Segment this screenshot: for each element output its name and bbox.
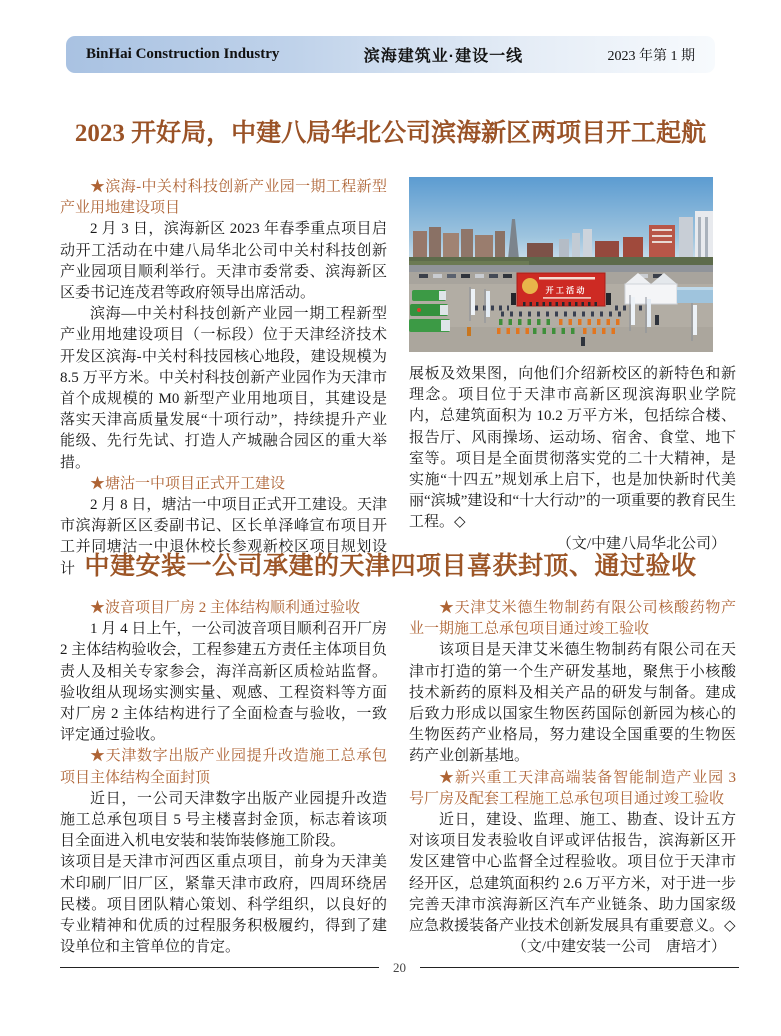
article2-subhead-3: ★天津艾米德生物制药有限公司核酸药物产业一期施工总承包项目通过竣工验收 [409, 600, 736, 638]
article1-paragraph: 滨海—中关村科技创新产业园一期工程新型产业用地建设项目（一标段）位于天津经济技术开发区滨海-中关村科技园核心地段，建设规模为 8.5 万平方米。中关村科技创新产业园作为天津市首个成规模的 M0 新型产业用地项目，其建设是落实天津高质量发展“十项行动”，持续提升产业能级、先行先试、打造人产城融合园区的重大举措。 [60, 306, 387, 471]
page-footer [60, 961, 739, 974]
article2-title: 中建安装一公司承建的天津四项目喜获封顶、通过验收 [84, 552, 697, 580]
article2-paragraph: 1 月 4 日上午，一公司波音项目顺利召开厂房 2 主体结构验收会，工程参建五方责任主体项目负责人及相关专家参会，海洋高新区质检站监督。验收组从现场实测实量、观感、工程资料等方面对厂房 2 主体结构进行了全面检查与验收，一致评定通过验收。 [60, 621, 387, 744]
page-header-band [66, 36, 715, 73]
article1-paragraph: 2 月 3 日，滨海新区 2023 年春季重点项目启动开工活动在中建八局华北公司中关村科技创新产业园项目顺利举行。天津市委常委、滨海新区区委书记连茂君等政府领导出席活动。 [60, 221, 387, 302]
journal-title-en: BinHai Construction Industry [86, 46, 280, 62]
article1-subhead-2: ★塘沽一中项目正式开工建设 [90, 475, 286, 492]
article1-title: 2023 开好局，中建八局华北公司滨海新区两项目开工起航 [74, 120, 707, 147]
ceremony-photo-illustration [409, 177, 713, 352]
footer-rule-right [420, 967, 739, 968]
article1-paragraph: 2 月 8 日，塘沽一中项目正式开工建设。天津市滨海新区区委副书记、区长单泽峰宣布项目开工并同塘沽一中退休校长参观新校区项目规划设计 [60, 497, 387, 577]
journal-title-cn: 滨海建筑业·建设一线 [363, 48, 524, 65]
article1-left-column [60, 177, 387, 580]
article2-paragraph: 近日，一公司天津数字出版产业园提升改造施工总承包项目 5 号主楼喜封金顶，标志着该项目全面进入机电安装和装饰装修施工阶段。 [60, 790, 387, 850]
article1-paragraph-continued: 展板及效果图，向他们介绍新校区的新特色和新理念。项目位于天津市高新区现滨海职业学院内，总建筑面积为 10.2 万平方米，包括综合楼、报告厅、风雨操场、运动场、宿舍、食堂、地下室等。项目是全面贯彻落实党的二十大精神，是实施“十四五”规划承上启下，也是加快新时代美丽“滨城”建设和“十大行动”的一项重要的教育民生工程。◇ [409, 366, 736, 531]
article1-subhead-1: ★滨海-中关村科技创新产业园一期工程新型产业用地建设项目 [60, 179, 387, 217]
article2-paragraph: 该项目是天津艾米德生物制药有限公司在天津市打造的第一个生产研发基地，聚焦于小核酸技术新药的原料及相关产品的研发与制备。建成后致力形成以国家生物医药国际创新园为核心的生物医药产业格局，努力建设全国重要的生物医药产业创新基地。 [409, 642, 736, 765]
page-number: 20 [393, 960, 406, 975]
article1-right-column [409, 177, 736, 555]
article2-left-column [60, 598, 387, 958]
article1-byline: （文/中建八局华北公司） [556, 535, 726, 552]
article2-subhead-1: ★波音项目厂房 2 主体结构顺利通过验收 [90, 600, 361, 616]
issue-label: 2023 年第 1 期 [607, 48, 695, 64]
article2-byline: （文/中建安装一公司 唐培才） [511, 939, 726, 956]
stage-banner [511, 273, 611, 306]
article2-right-column [409, 598, 736, 958]
article2-paragraph: 近日，建设、监理、施工、勘查、设计五方对该项目发表验收自评或评估报告，滨海新区开发区建管中心监督全过程验收。项目位于天津市经开区，总建筑面积约 2.6 万平方米，对于进一步完善天津市滨海新区汽车产业链条、助力国家级应急救援装备产业技术创新发展具有重要意义。◇ [409, 812, 736, 935]
footer-rule-left [60, 967, 379, 968]
trucks [409, 290, 450, 332]
article2-paragraph: 该项目是天津市河西区重点项目，前身为天津美术印刷厂旧厂区，紧靠天津市政府，四周环绕居民楼。项目团队精心策划、科学组织，以良好的专业精神和优质的过程服务积极履约，得到了建设单位和主管单位的肯定。 [60, 854, 387, 956]
ceremony-photo [409, 177, 713, 352]
article2-subhead-2: ★天津数字出版产业园提升改造施工总承包项目主体结构全面封顶 [60, 748, 387, 786]
article2-subhead-4: ★新兴重工天津高端装备智能制造产业园 3 号厂房及配套工程施工总承包项目通过竣工验收 [409, 769, 736, 807]
photo-banner-text: 开 工 活 动 [545, 286, 585, 295]
